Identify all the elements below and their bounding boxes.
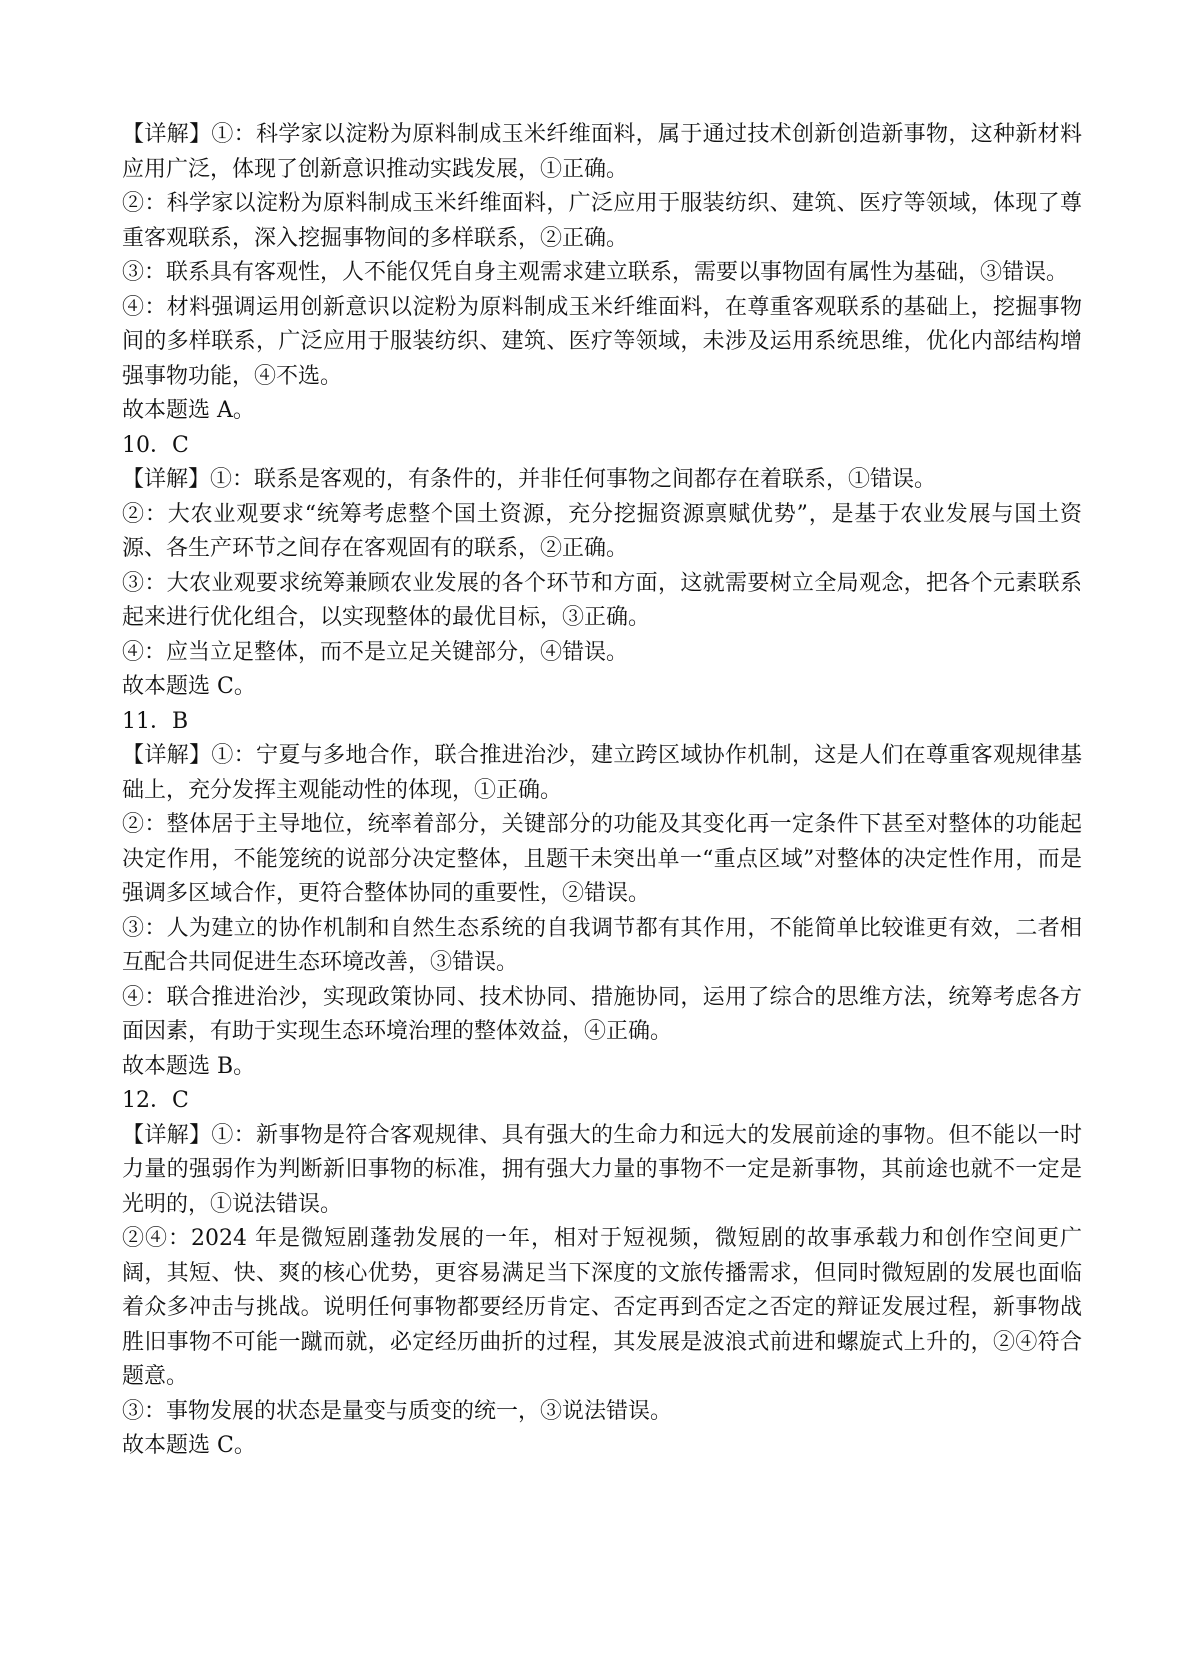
q10-detail-point-4: ④：应当立足整体，而不是立足关键部分，④错误。 [122, 639, 629, 665]
q12-detail-point-2-4: ②④：2024 年是微短剧蓬勃发展的一年，相对于短视频，微短剧的故事承载力和创作空间更广阔，其短、快、爽的核心优势，更容易满足当下深度的文旅传播需求，但同时微短剧的发展也面临着众多冲击与挑战。说明任何事物都要经历肯定、否定再到否定之否定的辩证发展过程，新事物战胜旧事物不可能一蹴而就，必定经历曲折的过程，其发展是波浪式前进和螺旋式上升的，②④符合题意。 [122, 1226, 1082, 1389]
q9-detail-point-1: 【详解】①：科学家以淀粉为原料制成玉米纤维面料，属于通过技术创新创造新事物，这种新材料应用广泛，体现了创新意识推动实践发展，①正确。 [122, 122, 1082, 182]
q11-detail-point-1: 【详解】①：宁夏与多地合作，联合推进治沙，建立跨区域协作机制，这是人们在尊重客观规律基础上，充分发挥主观能动性的体现，①正确。 [122, 743, 1082, 803]
q11-answer: 11．B [122, 708, 189, 734]
q10-detail-point-1: 【详解】①：联系是客观的，有条件的，并非任何事物之间都存在着联系，①错误。 [122, 467, 937, 492]
q12-detail-point-1: 【详解】①：新事物是符合客观规律、具有强大的生命力和远大的发展前途的事物。但不能以一时力量的强弱作为判断新旧事物的标准，拥有强大力量的事物不一定是新事物，其前途也就不一定是光明的，①说法错误。 [122, 1122, 1082, 1217]
q12-conclusion: 故本题选 C。 [122, 1433, 256, 1458]
q11-detail-point-2: ②：整体居于主导地位，统率着部分，关键部分的功能及其变化再一定条件下甚至对整体的功能起决定作用，不能笼统的说部分决定整体，且题干未突出单一“重点区域”对整体的决定性作用，而是强调多区域合作，更符合整体协同的重要性，②错误。 [122, 812, 1082, 906]
q10-answer: 10．C [122, 432, 189, 458]
q9-detail-point-4: ④：材料强调运用创新意识以淀粉为原料制成玉米纤维面料，在尊重客观联系的基础上，挖掘事物间的多样联系，广泛应用于服装纺织、建筑、医疗等领域，未涉及运用系统思维，优化内部结构增强事物功能，④不选。 [122, 294, 1082, 389]
q9-conclusion: 故本题选 A。 [122, 398, 255, 423]
q11-detail-point-4: ④：联合推进治沙，实现政策协同、技术协同、措施协同，运用了综合的思维方法，统筹考虑各方面因素，有助于实现生态环境治理的整体效益，④正确。 [122, 984, 1082, 1044]
q10-detail-point-3: ③：大农业观要求统筹兼顾农业发展的各个环节和方面，这就需要树立全局观念，把各个元素联系起来进行优化组合，以实现整体的最优目标，③正确。 [122, 570, 1082, 630]
q10-detail-point-2: ②：大农业观要求“统筹考虑整个国土资源，充分挖掘资源禀赋优势”，是基于农业发展与国土资源、各生产环节之间存在客观固有的联系，②正确。 [122, 501, 1082, 561]
q9-detail-point-3: ③：联系具有客观性，人不能仅凭自身主观需求建立联系，需要以事物固有属性为基础，③错误。 [122, 260, 1069, 285]
q11-conclusion: 故本题选 B。 [122, 1053, 256, 1079]
q11-detail-point-3: ③：人为建立的协作机制和自然生态系统的自我调节都有其作用，不能简单比较谁更有效，二者相互配合共同促进生态环境改善，③错误。 [122, 915, 1082, 975]
answer-explanation-page [122, 118, 1082, 1464]
q9-detail-point-2: ②：科学家以淀粉为原料制成玉米纤维面料，广泛应用于服装纺织、建筑、医疗等领域，体现了尊重客观联系，深入挖掘事物间的多样联系，②正确。 [122, 191, 1082, 251]
q12-detail-point-3: ③：事物发展的状态是量变与质变的统一，③说法错误。 [122, 1398, 673, 1424]
q12-answer: 12．C [122, 1088, 189, 1113]
q10-conclusion: 故本题选 C。 [122, 674, 256, 699]
